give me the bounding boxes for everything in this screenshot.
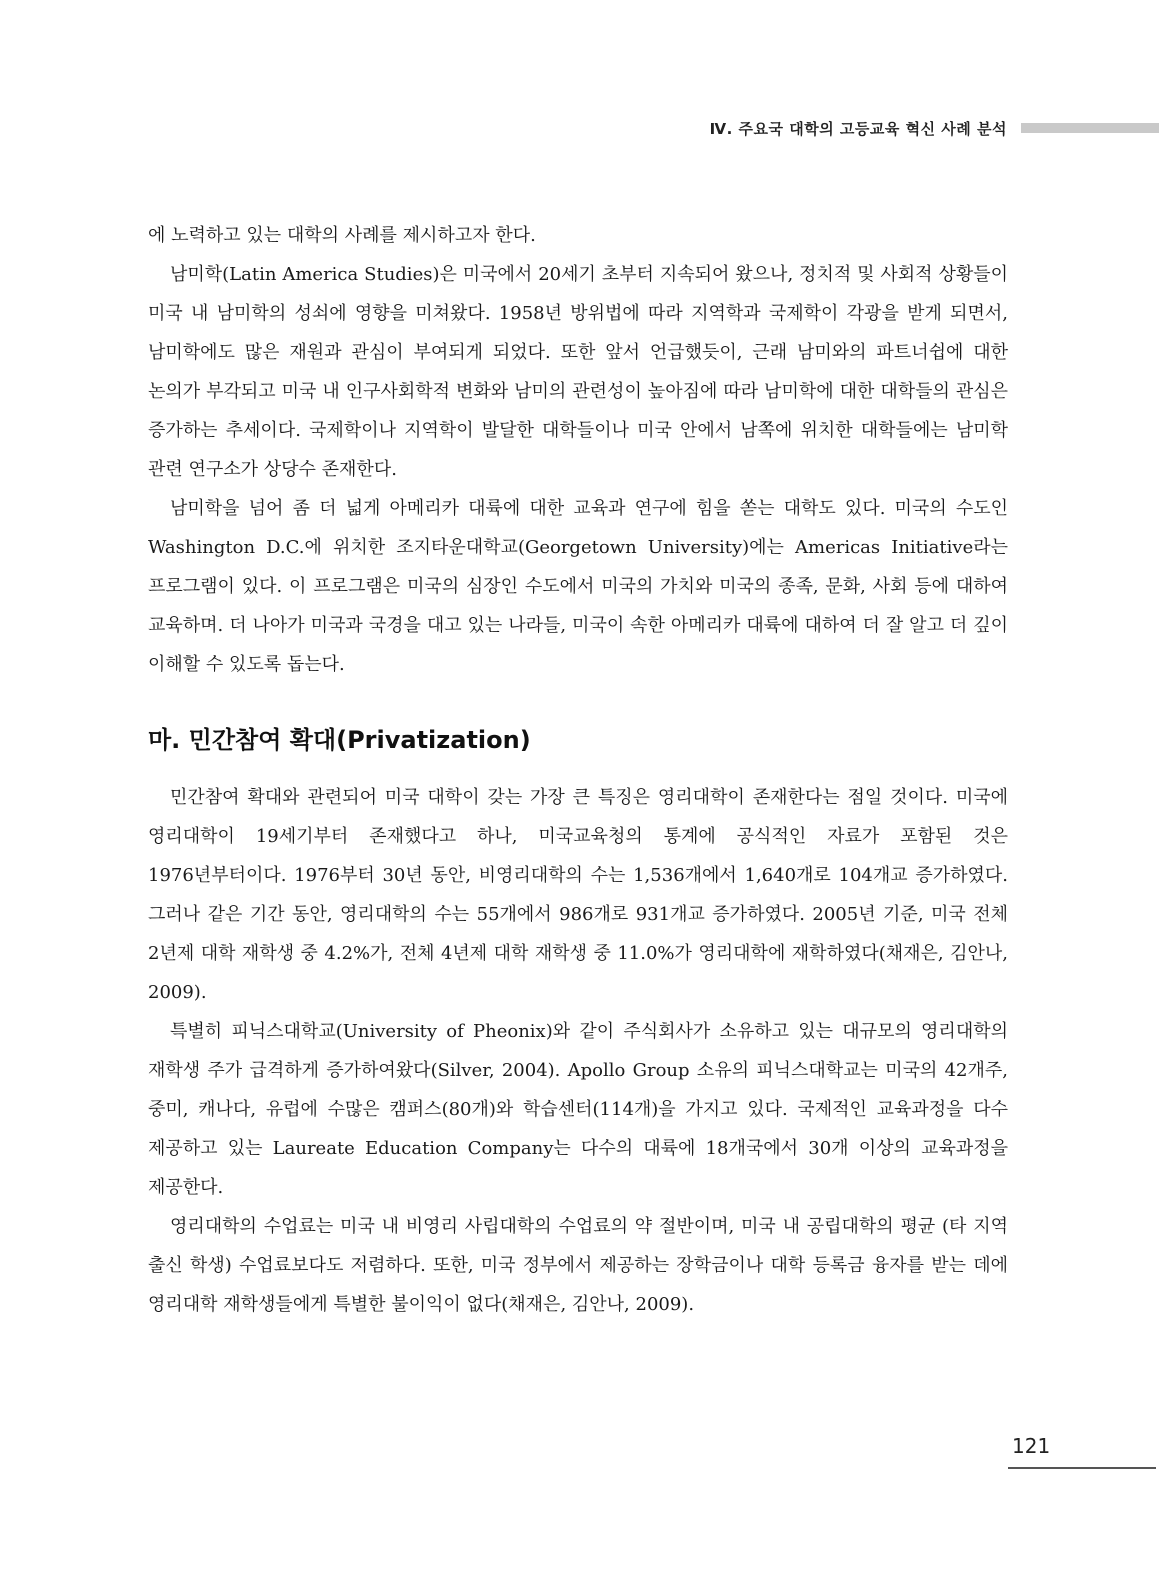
section-title: 마. 민간참여 확대(Privatization) [148,726,531,754]
paragraph-latin-america-studies: 남미학(Latin America Studies)은 미국에서 20세기 초부터 지속되어 왔으나, 정치적 및 사회적 상황들이 미국 내 남미학의 성쇠에 영향을 미쳐왔다. 1958년 방위법에 따라 지역학과 국제학이 각광을 받게 되면서, 남미학에도 많은 재원과 관심이 부여되게 되었다. 또한 앞서 언급했듯이, 근래 남미와의 파트너쉽에 대한 논의가 부각되고 미국 내 인구사회학적 변화와 남미의 관련성이 높아짐에 따라 남미학에 대한 대학들의 관심은 증가하는 추세이다. 국제학이나 지역학이 발달한 대학들이나 미국 안에서 남쪽에 위치한 대학들에는 남미학 관련 연구소가 상당수 존재한다. [148,264,1008,480]
running-header [560,116,1159,140]
paragraph-for-profit-universities: 민간참여 확대와 관련되어 미국 대학이 갖는 가장 큰 특징은 영리대학이 존재한다는 점일 것이다. 미국에 영리대학이 19세기부터 존재했다고 하나, 미국교육청의 통계에 공식적인 자료가 포함된 것은 1976년부터이다. 1976부터 30년 동안, 비영리대학의 수는 1,536개에서 1,640개로 104개교 증가하였다. 그러나 같은 기간 동안, 영리대학의 수는 55개에서 986개로 931개교 증가하였다. 2005년 기준, 미국 전체 2년제 대학 재학생 중 4.2%가, 전체 4년제 대학 재학생 중 11.0%가 영리대학에 재학하였다(채재은, 김안나, 2009). [148,787,1008,1003]
paragraph-phoenix-university: 특별히 피닉스대학교(University of Pheonix)와 같이 주식회사가 소유하고 있는 대규모의 영리대학의 재학생 주가 급격하게 증가하여왔다(Silver, 2004). Apollo Group 소유의 피닉스대학교는 미국의 42개주, 중미, 캐나다, 유럽에 수많은 캠퍼스(80개)와 학습센터(114개)을 가지고 있다. 국제적인 교육과정을 다수 제공하고 있는 Laureate Education Company는 다수의 대륙에 18개국에서 30개 이상의 교육과정을 제공한다. [148,1021,1008,1198]
page-content [148,216,1008,1324]
paragraph-americas-initiative: 남미학을 넘어 좀 더 넓게 아메리카 대륙에 대한 교육과 연구에 힘을 쏟는 대학도 있다. 미국의 수도인 Washington D.C.에 위치한 조지타운대학교(Georgetown University)에는 Americas Initiative라는 프로그램이 있다. 이 프로그램은 미국의 심장인 수도에서 미국의 가치와 미국의 종족, 문화, 사회 등에 대하여 교육하며. 더 나아가 미국과 국경을 대고 있는 나라들, 미국이 속한 아메리카 대륙에 대하여 더 잘 알고 더 깊이 이해할 수 있도록 돕는다. [148,498,1008,675]
page-number: 121 [1012,1434,1051,1458]
header-decorative-bar [1021,123,1159,133]
page-number-rule [1008,1467,1156,1469]
paragraph-continuation: 에 노력하고 있는 대학의 사례를 제시하고자 한다. [148,225,536,246]
paragraph-tuition: 영리대학의 수업료는 미국 내 비영리 사립대학의 수업료의 약 절반이며, 미국 내 공립대학의 평균 (타 지역 출신 학생) 수업료보다도 저렴하다. 또한, 미국 정부에서 제공하는 장학금이나 대학 등록금 융자를 받는 데에 영리대학 재학생들에게 특별한 불이익이 없다(채재은, 김안나, 2009). [148,1216,1008,1315]
running-header-title: Ⅳ. 주요국 대학의 고등교육 혁신 사례 분석 [709,119,1007,138]
